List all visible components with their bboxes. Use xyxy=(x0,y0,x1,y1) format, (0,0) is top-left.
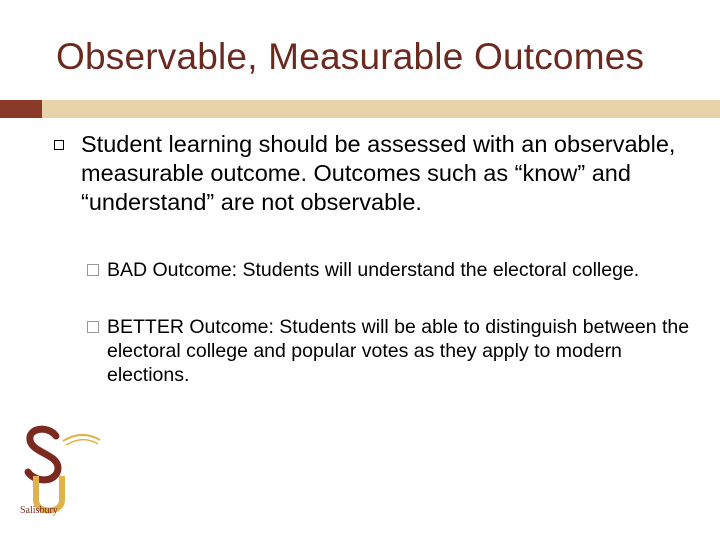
divider-line xyxy=(42,100,720,118)
sub-bullet-better: BETTER Outcome: Students will be able to distinguish between the electoral college and popular votes as they apply to modern elections. xyxy=(107,316,690,386)
checkbox-bullet-icon xyxy=(87,321,99,333)
title-divider xyxy=(0,100,720,118)
divider-accent xyxy=(0,100,42,118)
square-bullet-icon xyxy=(54,140,64,150)
checkbox-bullet-icon xyxy=(87,264,99,276)
logo-wordmark: Salisbury xyxy=(20,505,58,516)
main-bullet-text: Student learning should be assessed with an observable, measurable outcome. Outcomes such as “know” and “understand” are not observable. xyxy=(81,131,676,215)
slide-title: Observable, Measurable Outcomes xyxy=(56,36,645,77)
sub-bullet-bad: BAD Outcome: Students will understand the electoral college. xyxy=(107,259,640,281)
